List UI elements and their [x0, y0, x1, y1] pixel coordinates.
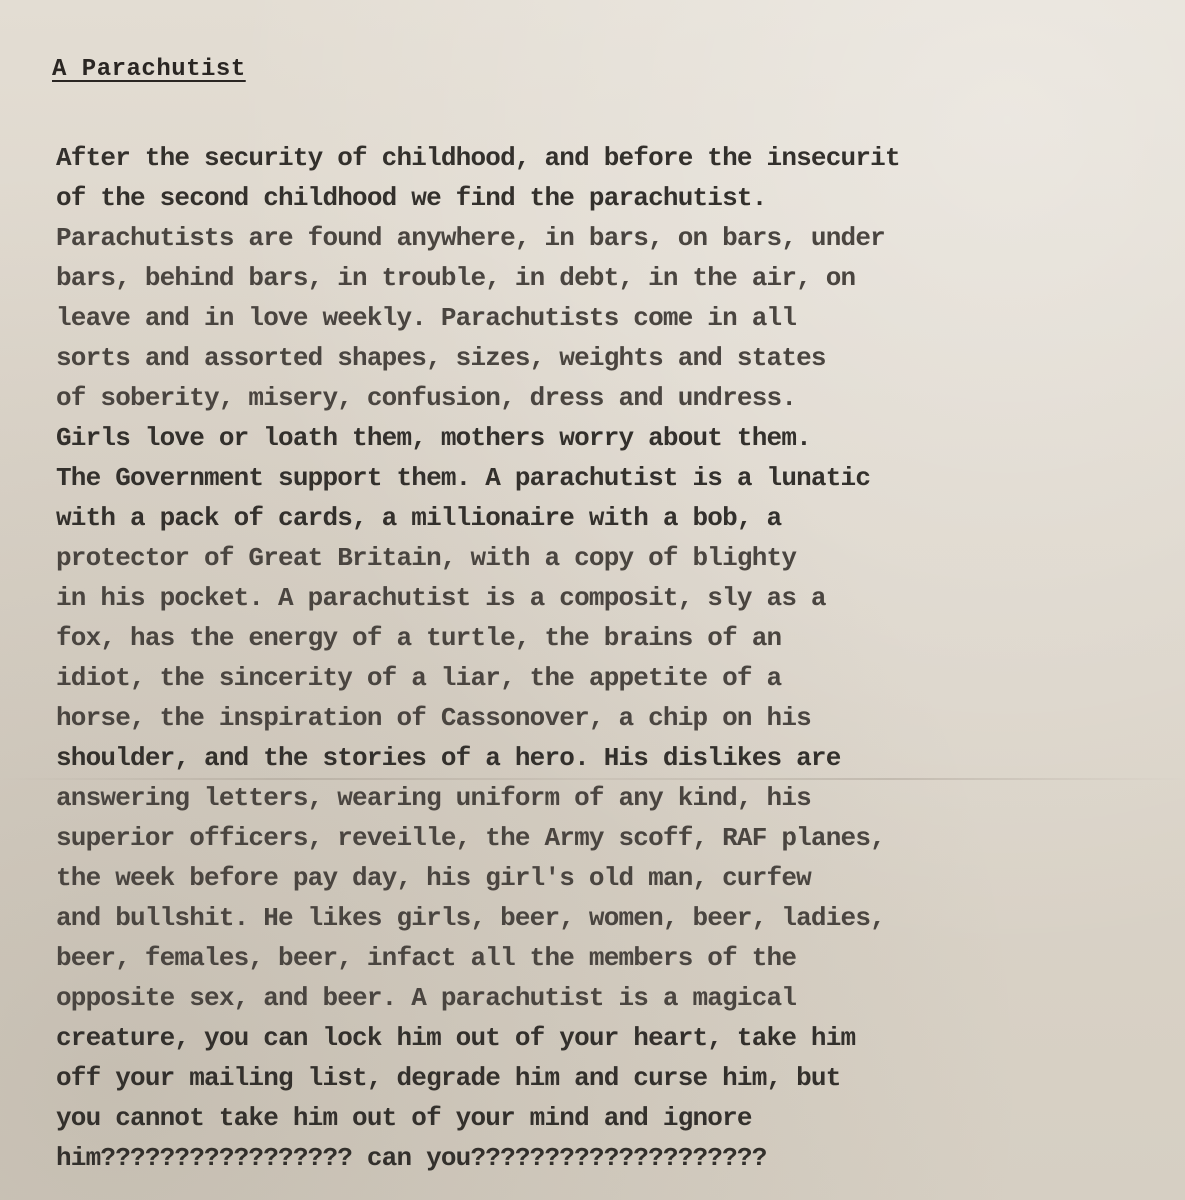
text-line: protector of Great Britain, with a copy of blighty: [56, 543, 797, 573]
text-line: opposite sex, and beer. A parachutist is a magical: [56, 983, 797, 1013]
text-line: horse, the inspiration of Cassonover, a chip on his: [56, 703, 811, 733]
text-line: The Government support them. A parachutist is a lunatic: [56, 463, 871, 493]
text-line: bars, behind bars, in trouble, in debt, in the air, on: [56, 263, 856, 293]
text-line: leave and in love weekly. Parachutists come in all: [56, 303, 797, 333]
text-line: creature, you can lock him out of your heart, take him: [56, 1023, 856, 1053]
text-line: shoulder, and the stories of a hero. His dislikes are: [56, 743, 841, 773]
text-line: answering letters, wearing uniform of any kind, his: [56, 783, 811, 813]
text-line: sorts and assorted shapes, sizes, weights and states: [56, 343, 826, 373]
text-line: the week before pay day, his girl's old man, curfew: [56, 863, 811, 893]
text-line: beer, females, beer, infact all the members of the: [56, 943, 797, 973]
text-line: fox, has the energy of a turtle, the brains of an: [56, 623, 782, 653]
page-title: A Parachutist: [52, 56, 246, 83]
text-line: After the security of childhood, and before the insecurit: [56, 143, 900, 173]
text-line: Parachutists are found anywhere, in bars, on bars, under: [56, 223, 885, 253]
text-line: him????????????????? can you????????????????????: [56, 1143, 767, 1173]
text-line: in his pocket. A parachutist is a composit, sly as a: [56, 583, 826, 613]
text-line: off your mailing list, degrade him and curse him, but: [56, 1063, 841, 1093]
text-line: superior officers, reveille, the Army scoff, RAF planes,: [56, 823, 885, 853]
text-line: idiot, the sincerity of a liar, the appetite of a: [56, 663, 782, 693]
text-line: of the second childhood we find the parachutist.: [56, 183, 767, 213]
text-line: and bullshit. He likes girls, beer, women, beer, ladies,: [56, 903, 885, 933]
text-line: of soberity, misery, confusion, dress and undress.: [56, 383, 797, 413]
text-line: with a pack of cards, a millionaire with a bob, a: [56, 503, 782, 533]
text-line: you cannot take him out of your mind and ignore: [56, 1103, 752, 1133]
body-text: [56, 138, 1185, 1178]
text-line: Girls love or loath them, mothers worry about them.: [56, 423, 811, 453]
